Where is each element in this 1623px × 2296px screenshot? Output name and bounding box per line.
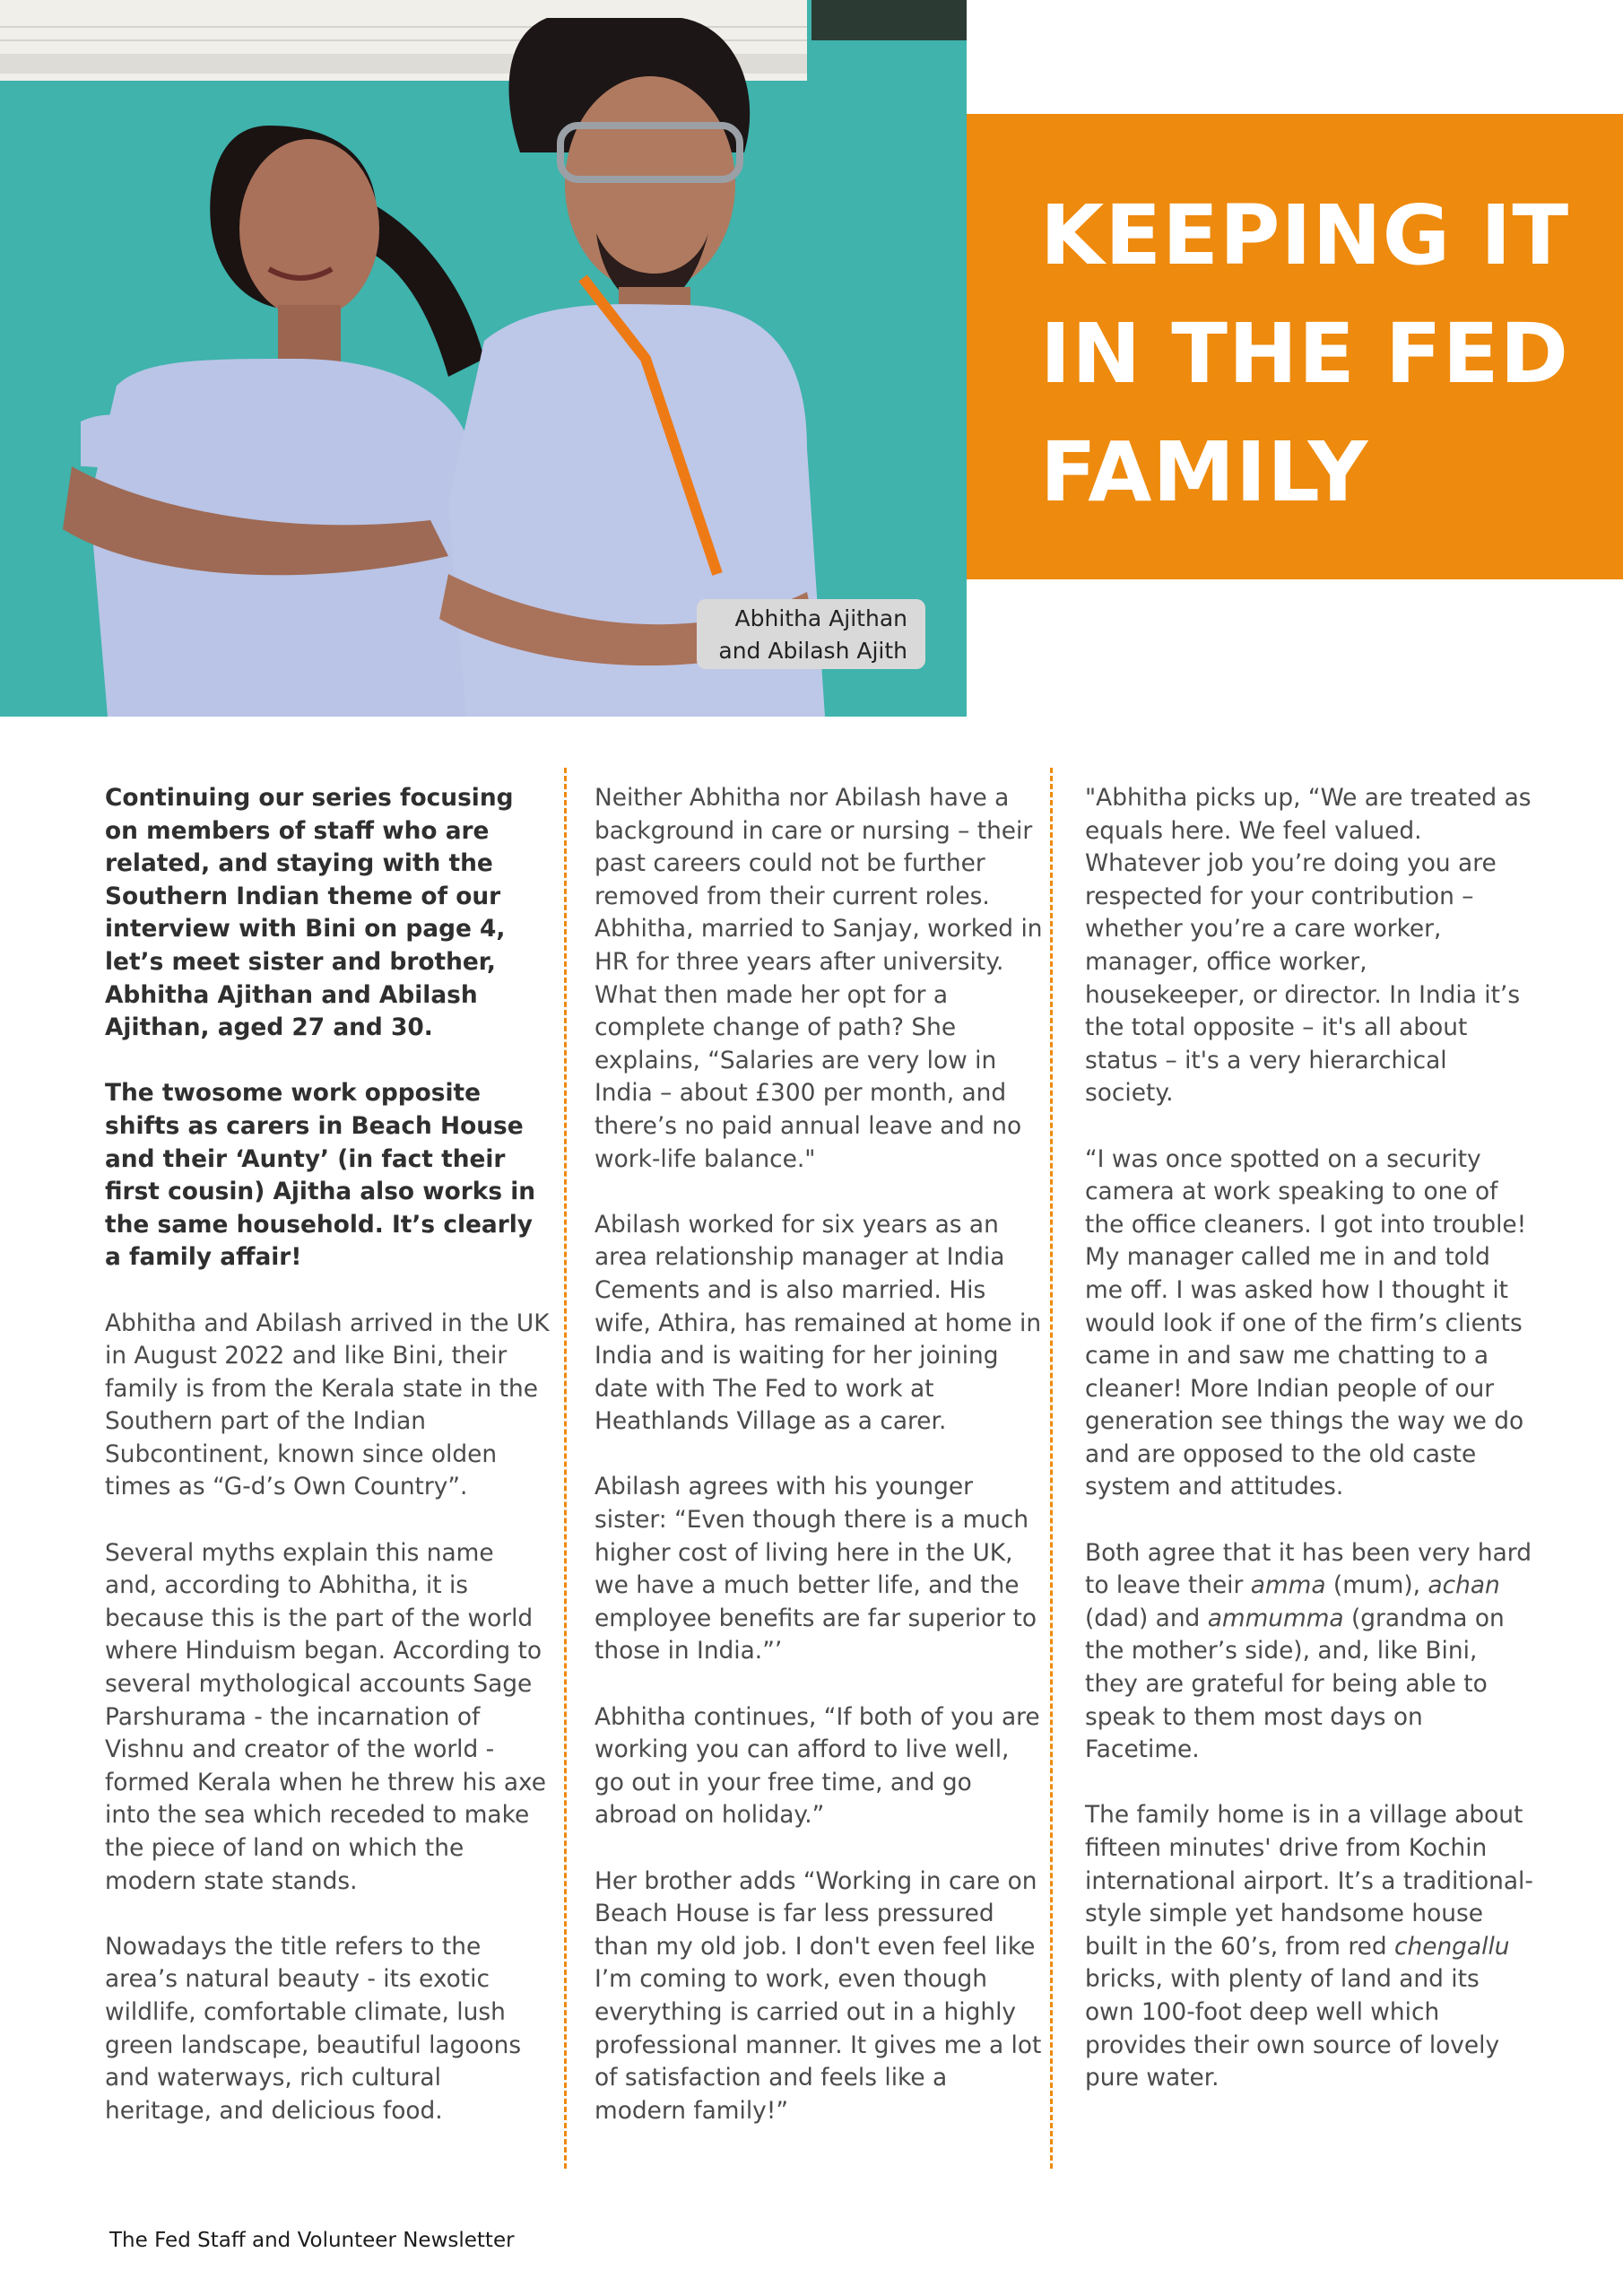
- title-block: [967, 114, 1623, 579]
- body-paragraph: Abilash agrees with his younger sister: “Even though there is a much higher cost of living here in the UK, we have a much better life, and the employee benefits are far superior to those in India.”’: [595, 1473, 1037, 1665]
- body-paragraph: [1085, 1799, 1533, 2094]
- italic-term: chengallu: [1393, 1932, 1510, 1961]
- body-paragraph: “I was once spotted on a security camera at work speaking to one of the office cleaners. I got into trouble! My manager called me in and told me off. I was asked how I thought it would look if one of the firm’s clients came in and saw me chatting to a cleaner! More Indian people of our generation see things the way we do and are opposed to the old caste system and attitudes.: [1085, 1144, 1527, 1501]
- newsletter-footer: The Fed Staff and Volunteer Newsletter: [109, 2229, 515, 2252]
- text-run: Both agree that it has been very hard to leave their: [1085, 1538, 1532, 1600]
- body-paragraph: Neither Abhitha nor Abilash have a background in care or nursing – their past careers could not be further removed from their current roles. Abhitha, married to Sanjay, worked in HR for three years after university. What then made her opt for a complete change of path? She explains, “Salaries are very low in India – about £300 per month, and there’s no paid annual leave and no work-life balance.": [595, 784, 1043, 1173]
- text-run: bricks, with plenty of land and its own 100-foot deep well which provides their own source of lovely pure water.: [1085, 1965, 1500, 2092]
- article-column-1: [105, 782, 553, 2161]
- lead-paragraph: The twosome work opposite shifts as carers in Beach House and their ‘Aunty’ (in fact their first cousin) Ajitha also works in the same household. It’s clearly a family affair!: [105, 1079, 536, 1272]
- text-run: (dad) and: [1085, 1604, 1208, 1632]
- header-photo: [0, 0, 967, 717]
- title-line: IN THE FED: [1040, 306, 1569, 402]
- title-line: KEEPING IT: [1040, 187, 1570, 283]
- column-divider: [564, 768, 567, 2169]
- body-paragraph: [1085, 1537, 1533, 1767]
- italic-term: amma: [1250, 1571, 1326, 1600]
- woman-figure: [63, 126, 502, 717]
- body-paragraph: Her brother adds “Working in care on Beach House is far less pressured than my old job. I don't even feel like I’m coming to work, even though everything is carried out in a highly professional manner. It gives me a lot of satisfaction and feels like a modern family!”: [595, 1866, 1042, 2125]
- article-column-3: [1085, 782, 1533, 2127]
- body-paragraph: Nowadays the title refers to the area’s natural beauty - its exotic wildlife, comfortable climate, lush green landscape, beautiful lagoons and waterways, rich cultural heritage, and delicious food.: [105, 1932, 522, 2125]
- italic-term: ammumma: [1207, 1604, 1344, 1632]
- text-run: (grandma on the mother’s side), and, like Bini, they are grateful for being able to speak to them most days on Facetime.: [1085, 1604, 1505, 1764]
- body-paragraph: Abilash worked for six years as an area relationship manager at India Cements and is also married. His wife, Athira, has remained at home in India and is waiting for her joining date with The Fed to work at Heathlands Village as a carer.: [595, 1210, 1042, 1436]
- italic-term: achan: [1428, 1571, 1500, 1600]
- body-paragraph: "Abhitha picks up, “We are treated as equals here. We feel valued. Whatever job you’re doing you are respected for your contribution – whether you’re a care worker, manager, office worker, housekeeper, or director. In India it’s the total opposite – it's all about status – it's a very hierarchical society.: [1085, 784, 1532, 1108]
- caption-line: and Abilash Ajith: [718, 638, 907, 664]
- body-paragraph: Abhitha continues, “If both of you are working you can afford to live well, go out in your free time, and go abroad on holiday.”: [595, 1702, 1040, 1830]
- text-run: The family home is in a village about fifteen minutes' drive from Kochin international airport. It’s a traditional-style simple yet handsome house built in the 60’s, from red: [1085, 1801, 1533, 1961]
- text-run: (mum),: [1325, 1571, 1428, 1600]
- body-paragraph: Abhitha and Abilash arrived in the UK in August 2022 and like Bini, their family is from the Kerala state in the Southern part of the Indian Subcontinent, known since olden times as “G-d’s Own Country”.: [105, 1309, 550, 1501]
- column-divider: [1050, 768, 1053, 2169]
- article-column-2: [595, 782, 1043, 2161]
- title-line: FAMILY: [1040, 424, 1369, 520]
- caption-line: Abhitha Ajithan: [734, 605, 907, 631]
- photo-caption: [697, 599, 925, 669]
- lead-paragraph: Continuing our series focusing on members of staff who are related, and staying with the Southern Indian theme of our interview with Bini on page 4, let’s meet sister and brother, Abhitha Ajithan and Abilash Ajithan, aged 27 and 30.: [105, 784, 514, 1042]
- article-title: [1040, 177, 1614, 532]
- body-paragraph: Several myths explain this name and, according to Abhitha, it is because this is the part of the world where Hinduism began. According to several mythological accounts Sage Parshurama - the incarnation of Vishnu and creator of the world - formed Kerala when he threw his axe into the sea which receded to make the piece of land on which the modern state stands.: [105, 1538, 547, 1895]
